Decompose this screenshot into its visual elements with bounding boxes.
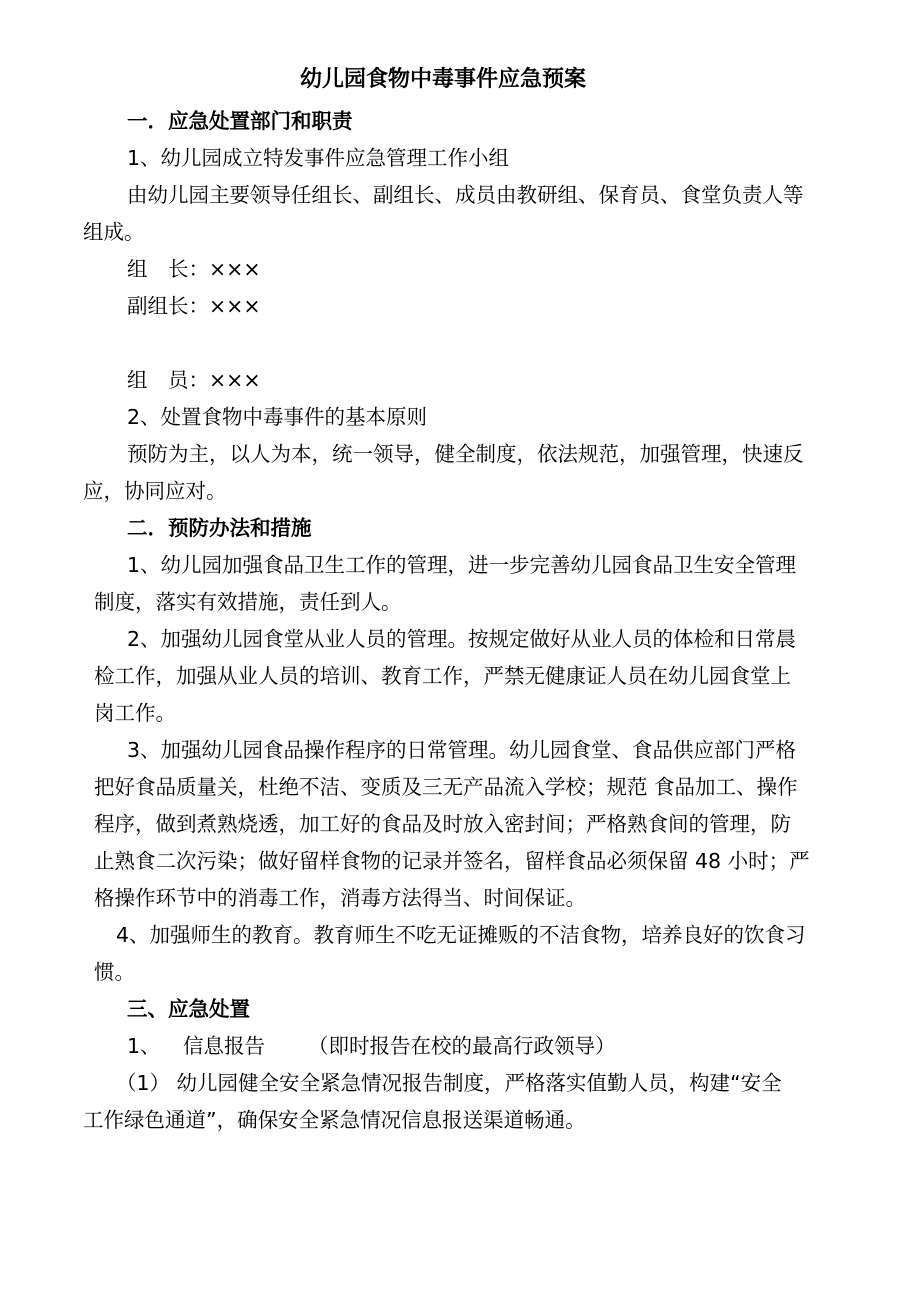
section-1-item-2: 2、处置食物中毒事件的基本原则 <box>127 405 428 429</box>
measure-3-line: 格操作环节中的消毒工作，消毒方法得当、时间保证。 <box>94 886 586 910</box>
principle-line: 预防为主，以人为本，统一领导，健全制度，依法规范，加强管理，快速反 <box>127 442 804 466</box>
section-1-heading: 一．应急处置部门和职责 <box>127 109 353 133</box>
section-1-item-1: 1、幼儿园成立特发事件应急管理工作小组 <box>127 146 510 170</box>
report-paragraph-line: 工作绿色通道”，确保安全紧急情况信息报送渠道畅通。 <box>83 1108 586 1132</box>
measure-4-line: 惯。 <box>94 960 135 984</box>
measure-3-line: 3、加强幼儿园食品操作程序的日常管理。幼儿园食堂、食品供应部门严格 <box>127 738 797 762</box>
measure-4-line: 4、加强师生的教育。教育师生不吃无证摊贩的不洁食物，培养良好的饮食习 <box>116 923 806 947</box>
document-title: 幼儿园食物中毒事件应急预案 <box>300 67 587 92</box>
section-3-item-1-title: 信息报告 <box>183 1034 265 1058</box>
measure-2-line: 2、加强幼儿园食堂从业人员的管理。按规定做好从业人员的体检和日常晨 <box>127 627 797 651</box>
measure-3-line: 止熟食二次污染；做好留样食物的记录并签名，留样食品必须保留 48 小时；严 <box>94 849 810 873</box>
group-leader: 组 长：××× <box>127 257 261 281</box>
section-2-heading: 二．预防办法和措施 <box>127 516 312 540</box>
vice-group-leader: 副组长：××× <box>127 294 261 318</box>
section-3-item-1-number: 1、 <box>127 1034 161 1058</box>
section-1-paragraph-line: 组成。 <box>83 220 145 244</box>
section-3-heading: 三、应急处置 <box>127 997 250 1021</box>
measure-2-line: 岗工作。 <box>94 701 176 725</box>
section-1-paragraph-line: 由幼儿园主要领导任组长、副组长、成员由教研组、保育员、食堂负责人等 <box>127 183 804 207</box>
principle-line: 应，协同应对。 <box>83 479 227 503</box>
measure-1-line: 1、幼儿园加强食品卫生工作的管理，进一步完善幼儿园食品卫生安全管理 <box>127 553 797 577</box>
measure-3-line: 程序，做到煮熟烧透，加工好的食品及时放入密封间；严格熟食间的管理，防 <box>94 812 791 836</box>
measure-1-line: 制度，落实有效措施，责任到人。 <box>94 590 402 614</box>
measure-3-line: 把好食品质量关，杜绝不洁、变质及三无产品流入学校；规范 食品加工、操作 <box>94 775 798 799</box>
group-members: 组 员：××× <box>127 368 261 392</box>
measure-2-line: 检工作，加强从业人员的培训、教育工作，严禁无健康证人员在幼儿园食堂上 <box>94 664 791 688</box>
report-paragraph-line: （1） 幼儿园健全安全紧急情况报告制度，严格落实值勤人员，构建“安全 <box>116 1071 782 1095</box>
section-3-item-1-note: （即时报告在校的最高行政领导） <box>308 1034 616 1058</box>
